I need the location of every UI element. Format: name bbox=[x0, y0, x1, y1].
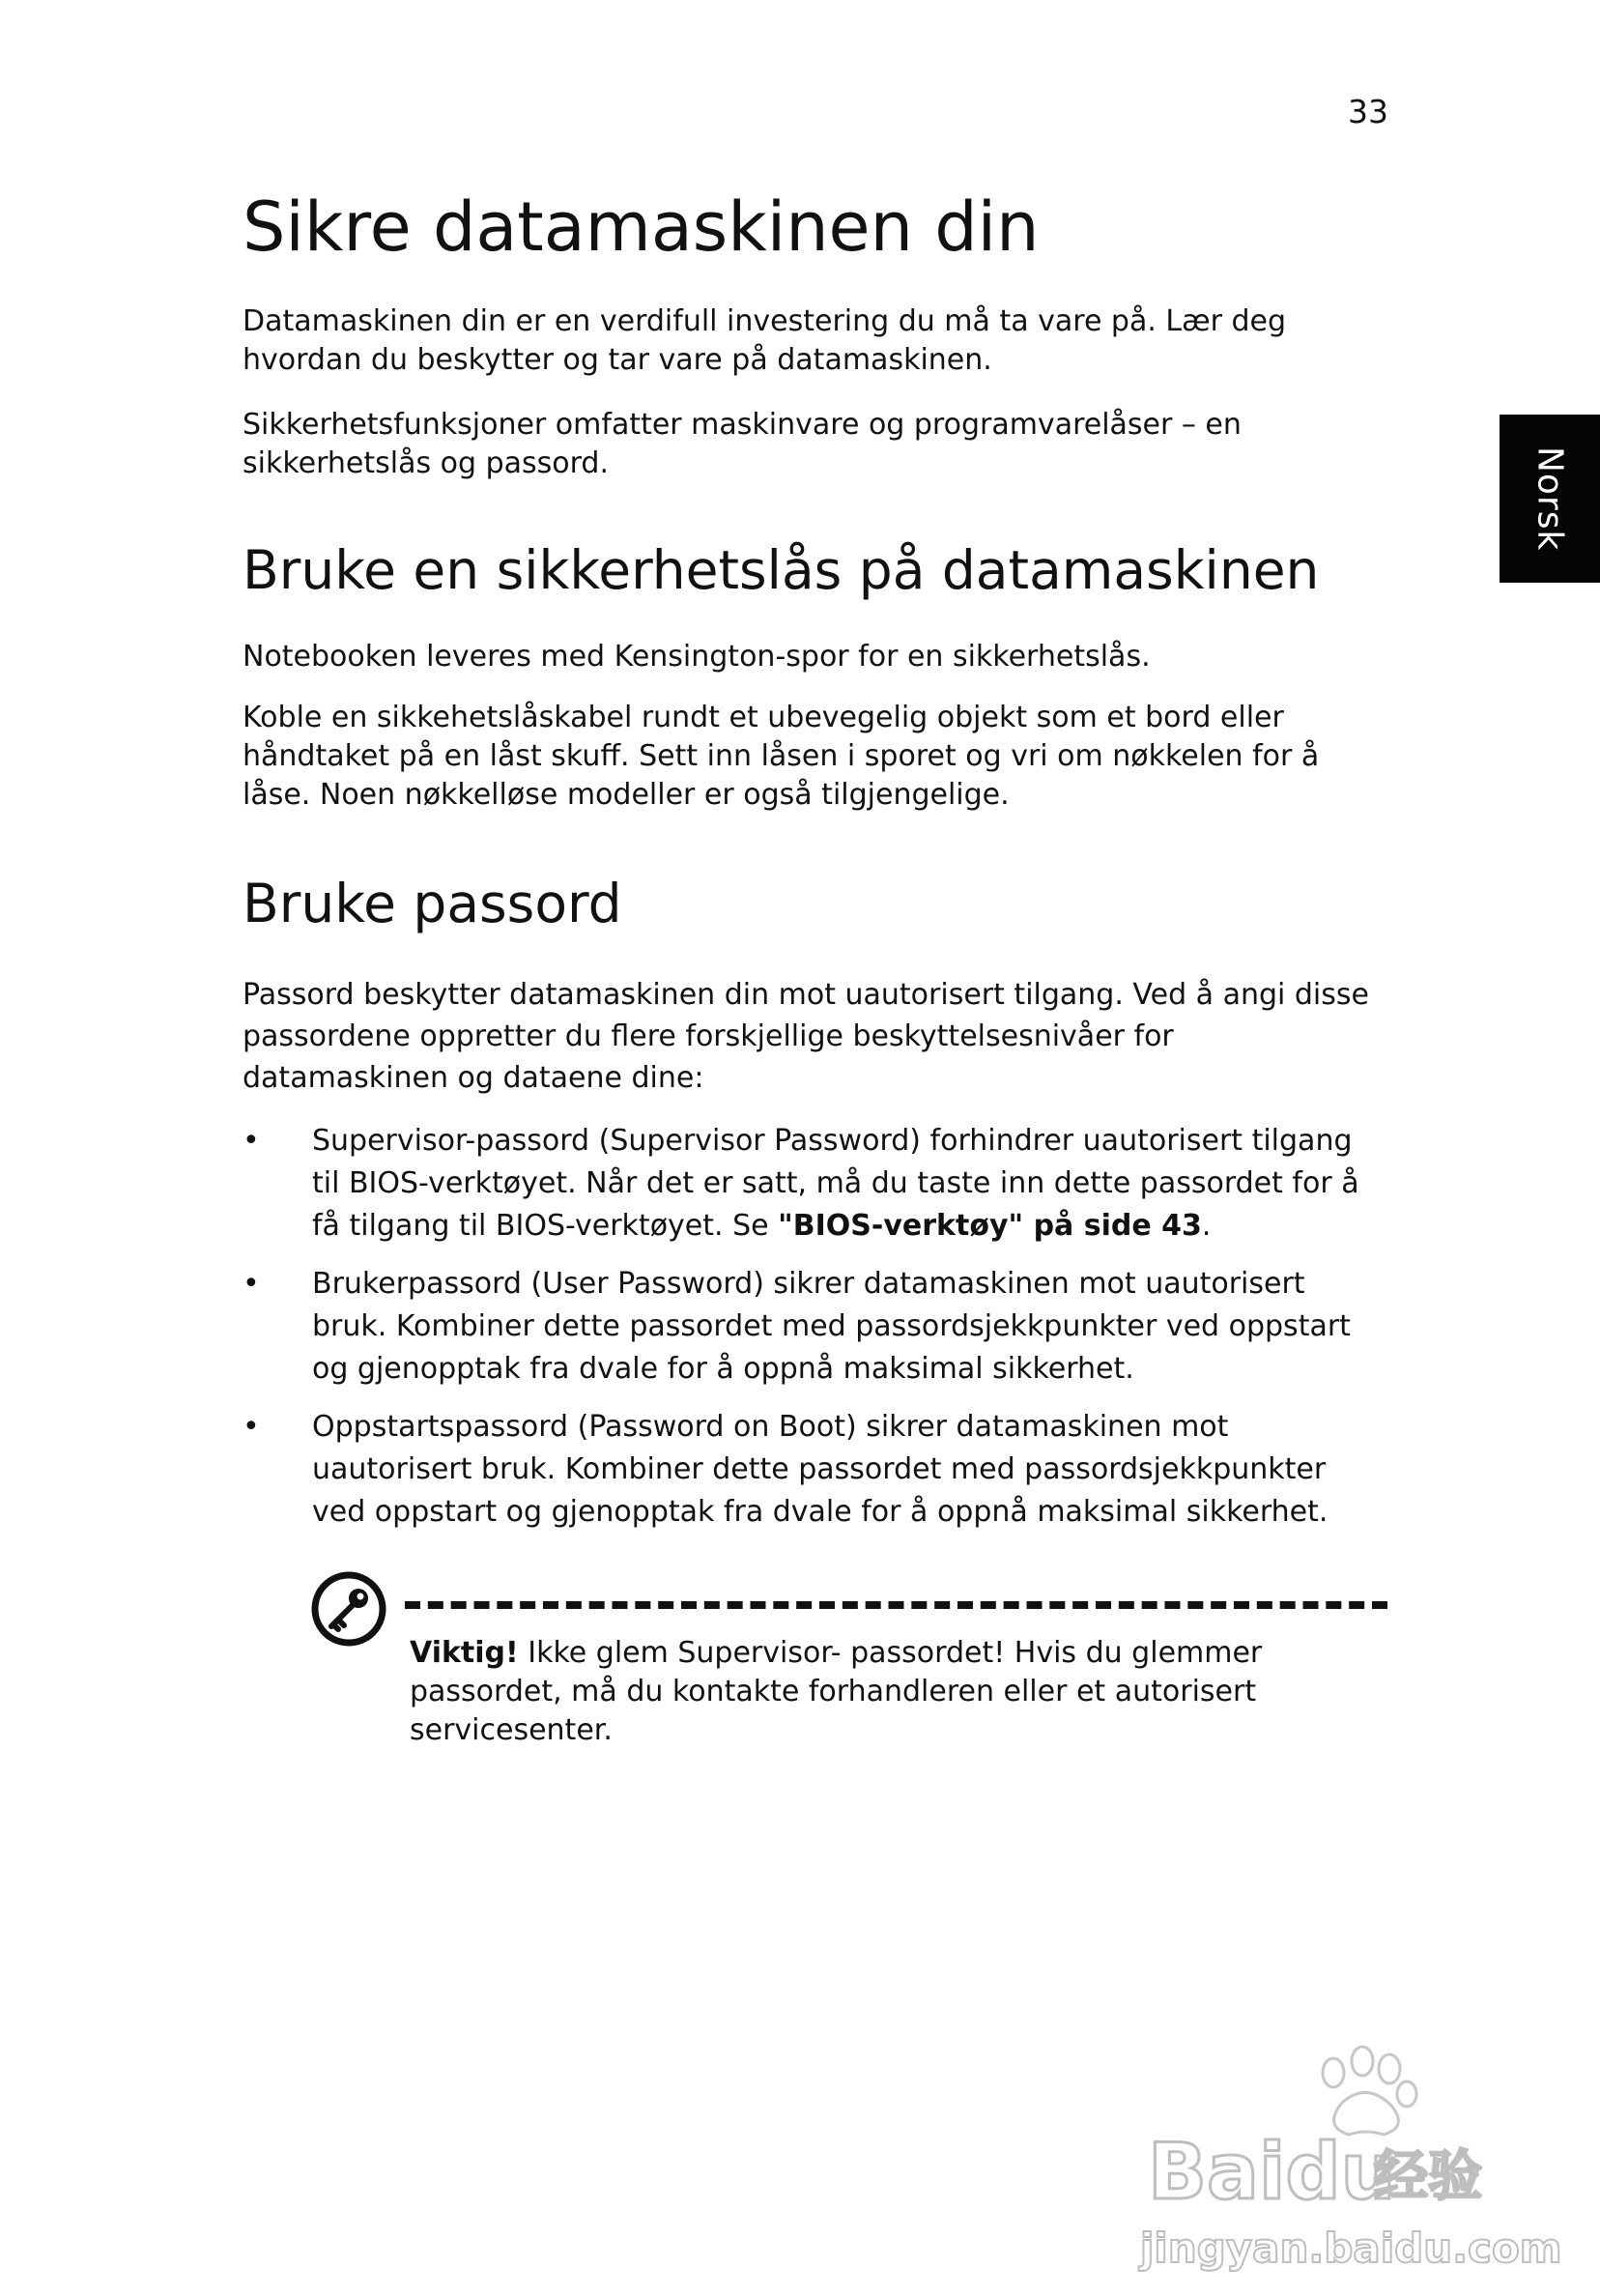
list-item bbox=[243, 1263, 1387, 1391]
note-divider bbox=[405, 1601, 1387, 1609]
key-icon bbox=[310, 1570, 387, 1648]
watermark-url: jingyan.baidu.com bbox=[1140, 2224, 1562, 2272]
watermark-chinese: 经验 bbox=[1374, 2145, 1482, 2208]
cross-reference-link[interactable]: "BIOS-verktøy" på side 43 bbox=[778, 1209, 1202, 1243]
bullet-text: Brukerpassord (User Password) sikrer datamaskinen mot uautorisert bruk. Kombiner dette passordet med passordsjekkpunkter ved oppstart og gjenopptak fra dvale for å oppnå maksimal sikkerhet. bbox=[312, 1267, 1351, 1386]
page-number: 33 bbox=[1348, 93, 1388, 130]
language-tab bbox=[1500, 415, 1600, 583]
baidu-watermark-logo bbox=[1130, 2034, 1562, 2285]
intro-paragraph-1: Datamaskinen din er en verdifull investering du må ta vare på. Lær deg hvordan du beskytter og tar vare på datamaskinen. bbox=[243, 304, 1287, 377]
note-body: Ikke glem Supervisor- passordet! Hvis du glemmer passordet, må du kontakte forhandleren eller et autorisert servicesenter. bbox=[410, 1636, 1263, 1747]
password-intro: Passord beskytter datamaskinen din mot uautorisert tilgang. Ved å angi disse passordene oppretter du flere forskjellige beskyttelsesnivåer for datamaskinen og dataene dine: bbox=[243, 978, 1369, 1095]
lock-paragraph-2: Koble en sikkehetslåskabel rundt et ubevegelig objekt som et bord eller håndtaket på en låst skuff. Sett inn låsen i sporet og vri om nøkkelen for å låse. Noen nøkkelløse modeller er også tilgjengelige. bbox=[243, 701, 1320, 812]
watermark-brand: Baidu bbox=[1148, 2127, 1396, 2217]
bullet-text: Oppstartspassord (Password on Boot) sikrer datamaskinen mot uautorisert bruk. Kombiner dette passordet med passordsjekkpunkter ved oppstart og gjenopptak fra dvale for å oppnå maksimal sikkerhet. bbox=[312, 1410, 1329, 1529]
language-tab-label: Norsk bbox=[1529, 445, 1570, 552]
password-bullet-list bbox=[243, 1120, 1387, 1549]
section-heading-password: Bruke passord bbox=[243, 873, 622, 934]
section-heading-lock: Bruke en sikkerhetslås på datamaskinen bbox=[243, 539, 1320, 601]
intro-paragraph-2: Sikkerhetsfunksjoner omfatter maskinvare og programvarelåser – en sikkerhetslås og passord. bbox=[243, 408, 1242, 480]
bullet-icon: • bbox=[243, 1124, 260, 1158]
bullet-suffix: . bbox=[1201, 1209, 1212, 1243]
note-label: Viktig! bbox=[410, 1636, 519, 1670]
bullet-icon: • bbox=[243, 1267, 260, 1301]
important-note bbox=[310, 1570, 1387, 1764]
bullet-text: Supervisor-passord (Supervisor Password) forhindrer uautorisert tilgang til BIOS-verktøyet. Når det er satt, må du taste inn dette passordet for å få tilgang til BIOS-verktøyet. Se bbox=[312, 1124, 1359, 1243]
list-item bbox=[243, 1120, 1387, 1248]
page-title: Sikre datamaskinen din bbox=[243, 187, 1040, 267]
note-text bbox=[410, 1634, 1279, 1750]
bullet-icon: • bbox=[243, 1410, 260, 1444]
lock-paragraph-1: Notebooken leveres med Kensington-spor for en sikkerhetslås. bbox=[243, 640, 1151, 674]
list-item bbox=[243, 1406, 1387, 1534]
